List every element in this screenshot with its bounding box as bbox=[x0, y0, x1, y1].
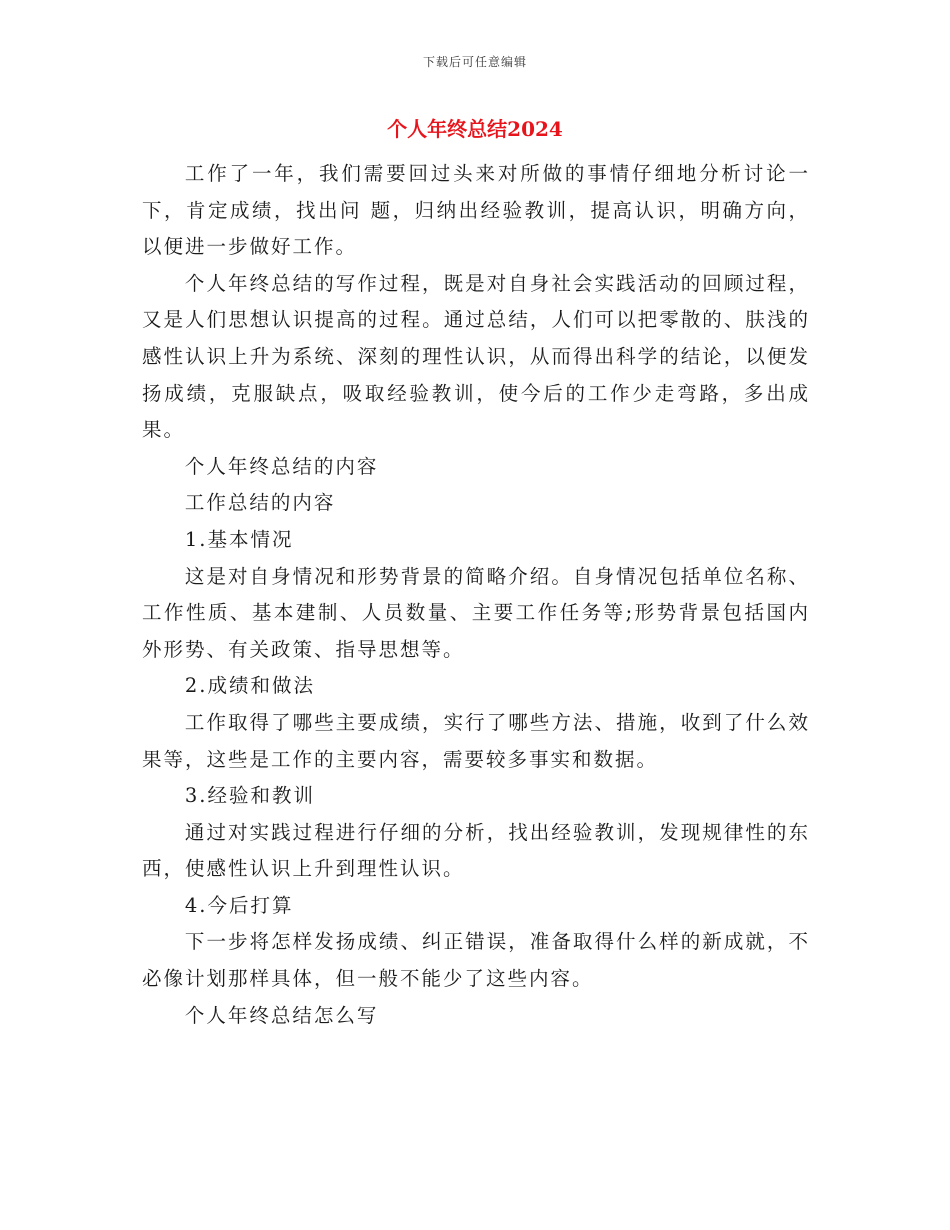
paragraph-basic-situation: 这是对自身情况和形势背景的简略介绍。自身情况包括单位名称、工作性质、基本建制、人员数量、主要工作任务等;形势背景包括国内外形势、有关政策、指导思想等。 bbox=[142, 564, 810, 661]
paragraph-lessons: 通过对实践过程进行仔细的分析，找出经验教训，发现规律性的东西，使感性认识上升到理性认识。 bbox=[142, 820, 810, 881]
paragraph-achievements: 工作取得了哪些主要成绩，实行了哪些方法、措施，收到了什么效果等，这些是工作的主要内容，需要较多事实和数据。 bbox=[142, 710, 810, 771]
document-title: 个人年终总结2024 bbox=[387, 117, 563, 141]
paragraph-intro: 工作了一年，我们需要回过头来对所做的事情仔细地分析讨论一下，肯定成绩，找出问 题，归纳出经验教训，提高认识，明确方向，以便进一步做好工作。 bbox=[142, 162, 810, 259]
paragraph-writing-process: 个人年终总结的写作过程，既是对自身社会实践活动的回顾过程，又是人们思想认识提高的过程。通过总结，人们可以把零散的、肤浅的感性认识上升为系统、深刻的理性认识，从而得出科学的结论，以便发扬成绩，克服缺点，吸取经验教训，使今后的工作少走弯路，多出成果。 bbox=[142, 271, 810, 442]
item-heading-basic-situation: 1.基本情况 bbox=[184, 527, 294, 551]
header-note: 下载后可任意编辑 bbox=[422, 55, 527, 69]
item-heading-achievements: 2.成绩和做法 bbox=[184, 674, 315, 698]
item-heading-lessons: 3.经验和教训 bbox=[184, 784, 315, 808]
paragraph-future-plans: 下一步将怎样发扬成绩、纠正错误，准备取得什么样的新成就，不必像计划那样具体，但一般不能少了这些内容。 bbox=[142, 930, 810, 991]
item-heading-future-plans: 4.今后打算 bbox=[184, 893, 294, 917]
section-heading-content: 个人年终总结的内容 bbox=[184, 454, 379, 478]
subheading-work-summary-content: 工作总结的内容 bbox=[184, 491, 336, 515]
document-body bbox=[142, 156, 810, 1034]
section-heading-how-to-write: 个人年终总结怎么写 bbox=[184, 1003, 379, 1027]
